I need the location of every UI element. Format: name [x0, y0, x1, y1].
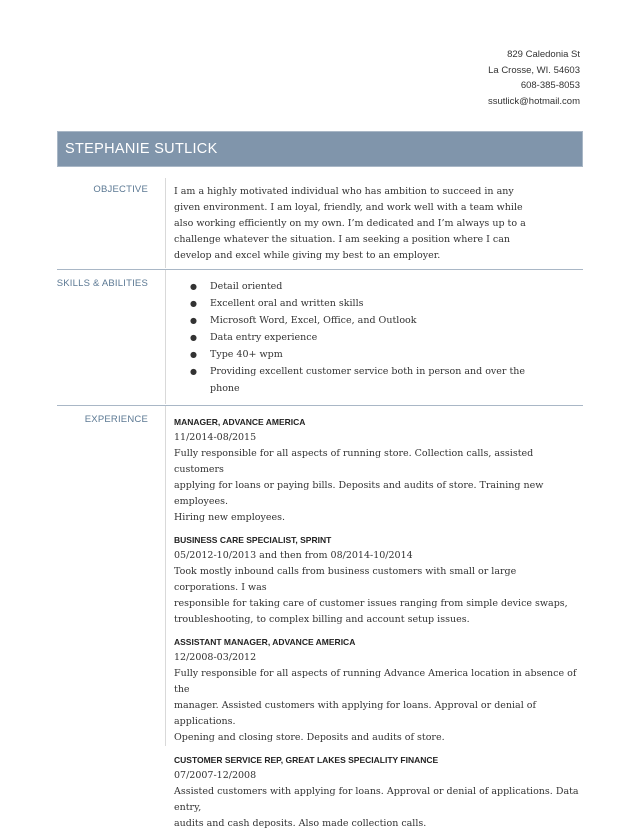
objective-line: I am a highly motivated individual who has ambition to succeed in any — [174, 186, 514, 197]
contact-email: ssutlick@hotmail.com — [488, 95, 580, 107]
job-title: ASSISTANT MANAGER, ADVANCE AMERICA — [174, 637, 356, 647]
contact-street: 829 Caledonia St — [507, 49, 580, 60]
contact-block — [488, 47, 580, 109]
column-divider — [165, 270, 166, 404]
bullet-icon: ● — [190, 350, 197, 359]
objective-label: OBJECTIVE — [93, 184, 148, 195]
bullet-icon: ● — [190, 367, 197, 376]
list-item: ● Microsoft Word, Excel, Office, and Outlook — [174, 312, 579, 329]
job-dates: 07/2007-12/2008 — [174, 770, 257, 781]
job-title: BUSINESS CARE SPECIALIST, SPRINT — [174, 535, 332, 545]
job-entry — [174, 532, 579, 628]
list-item: ● Data entry experience — [174, 329, 579, 346]
list-item: ● Type 40+ wpm — [174, 346, 579, 363]
job-entry — [174, 634, 579, 746]
job-dates: 12/2008-03/2012 — [174, 652, 257, 663]
experience-list — [174, 414, 579, 832]
objective-text — [174, 184, 579, 264]
name-banner — [57, 131, 583, 167]
skills-list-wrap — [174, 278, 579, 397]
job-dates: 11/2014-08/2015 — [174, 432, 257, 443]
job-title: CUSTOMER SERVICE REP, GREAT LAKES SPECIALITY FINANCE — [174, 755, 439, 765]
job-description: Fully responsible for all aspects of running Advance America location in absence of the manager. Assisted customers with applying for loans. Approval or denial of applications. Opening and closing store. Deposits and audits of store. — [174, 668, 577, 743]
skills-list — [174, 278, 579, 397]
section-divider — [57, 405, 583, 406]
objective-line: challenge whatever the situation. I am seeking a position where I can — [174, 234, 511, 245]
objective-line: given environment. I am loyal, friendly, and work well with a team while — [174, 202, 523, 213]
column-divider — [165, 178, 166, 268]
section-divider — [57, 269, 583, 270]
bullet-icon: ● — [190, 316, 197, 325]
job-dates: 05/2012-10/2013 and then from 08/2014-10/2014 — [174, 550, 413, 561]
list-item: ● Excellent oral and written skills — [174, 295, 579, 312]
job-description: Assisted customers with applying for loans. Approval or denial of applications. Data entry, audits and cash deposits. Also made collection calls. — [174, 786, 579, 829]
list-item: ● Detail oriented — [174, 278, 579, 295]
bullet-icon: ● — [190, 299, 197, 308]
job-entry — [174, 752, 579, 832]
bullet-icon: ● — [190, 333, 197, 342]
bullet-icon: ● — [190, 282, 197, 291]
contact-city: La Crosse, WI. 54603 — [488, 64, 580, 76]
job-entry — [174, 414, 579, 526]
objective-line: also working efficiently on my own. I’m dedicated and I’m always up to a — [174, 218, 526, 229]
column-divider — [165, 406, 166, 746]
skills-label: SKILLS & ABILITIES — [56, 278, 148, 289]
list-item: ● Providing excellent customer service both in person and over the phone — [174, 363, 579, 397]
job-description: Took mostly inbound calls from business customers with small or large corporations. I was responsible for taking care of customer issues ranging from simple device swaps, troubleshooting, to complex billing and account setup issues. — [174, 566, 568, 625]
experience-label: EXPERIENCE — [84, 414, 148, 425]
job-description: Fully responsible for all aspects of running store. Collection calls, assisted customers applying for loans or paying bills. Deposits and audits of store. Training new employees. Hiring new employees. — [174, 448, 544, 523]
contact-phone: 608-385-8053 — [520, 80, 580, 91]
applicant-name: STEPHANIE SUTLICK — [65, 141, 218, 157]
job-title: MANAGER, ADVANCE AMERICA — [174, 417, 306, 427]
objective-line: develop and excel while giving my best to an employer. — [174, 250, 441, 261]
